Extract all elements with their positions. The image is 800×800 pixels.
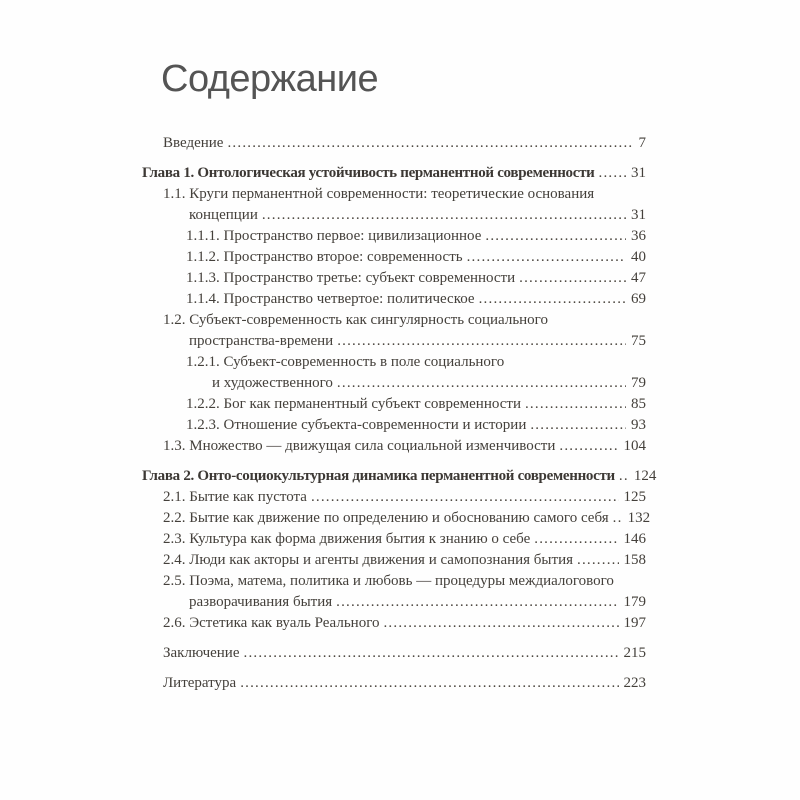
toc-entry — [142, 436, 646, 457]
page-number: 179 — [623, 594, 646, 610]
toc-entry — [142, 268, 646, 289]
toc-entry-text: Введение — [163, 135, 224, 151]
toc-entry-line — [186, 268, 646, 289]
toc-entry-text: 2.2. Бытие как движение по определению и обоснованию самого себя — [163, 510, 609, 526]
toc-entry-text: Заключение — [163, 645, 240, 661]
toc-entry-line — [142, 466, 657, 487]
toc-entry-line — [163, 673, 646, 694]
toc-entry-text: 1.1.3. Пространство третье: субъект современности — [186, 270, 516, 286]
toc-entry-text: 2.3. Культура как форма движения бытия к знанию о себе — [163, 531, 531, 547]
page-number: 146 — [623, 531, 646, 547]
toc-entry-text: 1.3. Множество — движущая сила социальной изменчивости — [163, 438, 556, 454]
toc-entry-text: разворачивания бытия — [189, 594, 333, 610]
toc-entry — [142, 508, 651, 529]
dot-leader — [485, 226, 626, 247]
dot-leader — [311, 487, 619, 508]
page-number: 7 — [638, 135, 646, 151]
page-number: 158 — [623, 552, 646, 568]
toc-entry-line — [163, 310, 646, 331]
toc-content — [142, 58, 657, 694]
dot-leader — [613, 508, 623, 529]
page-number: 36 — [631, 228, 646, 244]
toc-entry-text: концепции — [189, 207, 258, 223]
toc-entry-line — [163, 550, 646, 571]
toc-entry-line — [186, 415, 646, 436]
toc-entry-text: 1.2.2. Бог как перманентный субъект современности — [186, 396, 521, 412]
toc-entry — [142, 466, 657, 487]
dot-leader — [240, 673, 618, 694]
dot-leader — [479, 289, 626, 310]
toc-entry-line — [163, 205, 646, 226]
toc-entry-text: 2.1. Бытие как пустота — [163, 489, 307, 505]
page-number: 93 — [631, 417, 646, 433]
dot-leader — [383, 613, 618, 634]
dot-leader — [619, 466, 629, 487]
toc-entry-line — [163, 571, 646, 592]
dot-leader — [534, 529, 618, 550]
toc-entry — [142, 613, 646, 634]
toc-entry-text: 1.1.1. Пространство первое: цивилизационное — [186, 228, 482, 244]
dot-leader — [336, 592, 618, 613]
page-number: 215 — [623, 645, 646, 661]
toc-entry-line — [163, 133, 646, 154]
toc-entry-line — [186, 394, 646, 415]
toc-entry — [142, 415, 646, 436]
toc-entry-text: 2.4. Люди как акторы и агенты движения и самопознания бытия — [163, 552, 573, 568]
page-number: 47 — [631, 270, 646, 286]
toc-entry — [142, 394, 646, 415]
toc-entry-text: Глава 2. Онто-социокультурная динамика перманентной современности — [142, 468, 615, 484]
toc-entry — [142, 226, 646, 247]
toc-entry-line — [163, 508, 651, 529]
toc-entry-text: 1.1. Круги перманентной современности: теоретические основания — [163, 186, 595, 202]
toc-entry-text: 1.2.1. Субъект-современность в поле социального — [186, 354, 505, 370]
toc-entry-line — [186, 352, 646, 373]
toc-entry-line — [163, 643, 646, 664]
page-number: 197 — [623, 615, 646, 631]
dot-leader — [577, 550, 619, 571]
page-title: Содержание — [161, 58, 379, 100]
dot-leader — [519, 268, 626, 289]
toc-entry-text: Литература — [163, 675, 237, 691]
toc-entry — [142, 487, 646, 508]
toc-entry-text: и художественного — [212, 375, 333, 391]
toc-entry-line — [186, 226, 646, 247]
toc-entry-line — [186, 289, 646, 310]
toc-entry-text: Глава 1. Онтологическая устойчивость перманентной современности — [142, 165, 595, 181]
dot-leader — [467, 247, 626, 268]
dot-leader — [244, 643, 619, 664]
toc-entry-text: 1.1.2. Пространство второе: современность — [186, 249, 463, 265]
dot-leader — [559, 436, 618, 457]
dot-leader — [227, 133, 633, 154]
toc-entry-text: 2.6. Эстетика как вуаль Реального — [163, 615, 380, 631]
dot-leader — [337, 331, 626, 352]
toc-entry — [142, 133, 646, 154]
toc-entry — [142, 529, 646, 550]
toc-entry-line — [142, 163, 646, 184]
dot-leader — [337, 373, 626, 394]
toc-entry-line — [163, 529, 646, 550]
toc-entry-line — [186, 247, 646, 268]
page-number: 85 — [631, 396, 646, 412]
toc-entry — [142, 550, 646, 571]
toc-entry-text: 1.1.4. Пространство четвертое: политическое — [186, 291, 475, 307]
page-number: 31 — [631, 207, 646, 223]
page-number: 223 — [623, 675, 646, 691]
page-number: 104 — [623, 438, 646, 454]
toc-entry — [142, 571, 646, 613]
toc-entry — [142, 289, 646, 310]
page-number: 31 — [631, 165, 646, 181]
toc-entry-line — [163, 184, 646, 205]
toc-entry-line — [163, 487, 646, 508]
toc-entry — [142, 184, 646, 226]
page-number: 79 — [631, 375, 646, 391]
toc-entry-text: 2.5. Поэма, матема, политика и любовь — процедуры междиалогового — [163, 573, 614, 589]
toc-entry — [142, 352, 646, 394]
table-of-contents — [142, 133, 657, 694]
page-number: 69 — [631, 291, 646, 307]
page-number: 40 — [631, 249, 646, 265]
toc-entry-text: 1.2. Субъект-современность как сингулярность социального — [163, 312, 548, 328]
toc-entry-line — [163, 436, 646, 457]
toc-entry-text: 1.2.3. Отношение субъекта-современности и истории — [186, 417, 527, 433]
toc-entry-line — [163, 592, 646, 613]
toc-entry-line — [186, 373, 646, 394]
dot-leader — [599, 163, 626, 184]
page-number: 125 — [623, 489, 646, 505]
dot-leader — [525, 394, 626, 415]
toc-entry — [142, 247, 646, 268]
dot-leader — [530, 415, 626, 436]
dot-leader — [262, 205, 626, 226]
toc-entry-line — [163, 613, 646, 634]
toc-entry — [142, 643, 646, 664]
page-number: 132 — [627, 510, 651, 526]
toc-entry-text: пространства-времени — [189, 333, 334, 349]
page-number: 124 — [633, 468, 657, 484]
page-number: 75 — [631, 333, 646, 349]
toc-entry — [142, 163, 646, 184]
toc-entry-line — [163, 331, 646, 352]
toc-entry — [142, 310, 646, 352]
toc-entry — [142, 673, 646, 694]
